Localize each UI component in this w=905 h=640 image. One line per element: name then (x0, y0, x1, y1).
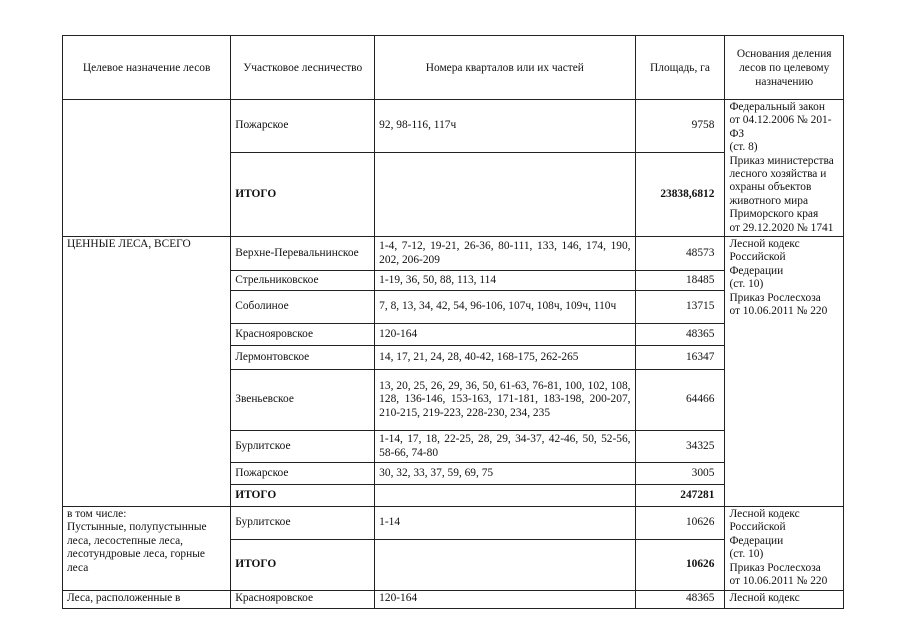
numbers-cell: 120-164 (375, 324, 635, 346)
purpose-line: лесотундровые леса, горные (67, 548, 205, 561)
basis-line: Российской Федерации (729, 521, 786, 547)
area-cell: 3005 (635, 463, 725, 485)
basis-line: от 10.06.2011 № 220 (729, 575, 828, 588)
division-cell: Бурлитское (231, 431, 375, 463)
numbers-cell: 92, 98-116, 117ч (375, 100, 635, 153)
basis-cell: Лесной кодекс (725, 590, 844, 608)
header-area: Площадь, га (635, 36, 725, 100)
header-numbers: Номера кварталов или их частей (375, 36, 635, 100)
table-row (63, 590, 844, 608)
total-label: ИТОГО (231, 152, 375, 236)
division-cell: Бурлитское (231, 507, 375, 540)
division-cell: Лермонтовское (231, 346, 375, 370)
basis-line: Приказ Рослесхоза (729, 561, 821, 574)
purpose-cell: ЦЕННЫЕ ЛЕСА, ВСЕГО (63, 237, 231, 507)
basis-cell (725, 507, 844, 590)
total-area: 10626 (635, 539, 725, 590)
basis-line: охраны объектов (729, 181, 812, 194)
purpose-line: в том числе: (67, 508, 127, 521)
numbers-cell: 7, 8, 13, 34, 42, 54, 96-106, 107ч, 108ч, 109ч, 110ч (375, 291, 635, 324)
table-row (63, 100, 844, 153)
basis-line: Приказ Рослесхоза (729, 291, 821, 304)
division-cell: Пожарское (231, 463, 375, 485)
table-row (63, 237, 844, 271)
table-row (63, 507, 844, 540)
numbers-cell-empty (375, 152, 635, 236)
basis-line: Российской Федерации (729, 251, 786, 277)
numbers-cell: 13, 20, 25, 26, 29, 36, 50, 61-63, 76-81, 100, 102, 108, 128, 136-146, 153-163, 171-181, 183-198, 200-207, 210-215, 219-223, 228-230, 234, 235 (375, 370, 635, 431)
basis-line: Лесной кодекс (729, 238, 800, 251)
purpose-line: леса, лесостепные леса, (67, 534, 183, 547)
numbers-cell: 14, 17, 21, 24, 28, 40-42, 168-175, 262-265 (375, 346, 635, 370)
area-cell: 48573 (635, 237, 725, 271)
numbers-cell: 1-14 (375, 507, 635, 540)
header-division: Участковое лесничество (231, 36, 375, 100)
division-cell: Краснояровское (231, 324, 375, 346)
area-cell: 48365 (635, 590, 725, 608)
basis-line: животного мира (729, 194, 809, 207)
basis-line: (ст. 8) (729, 141, 758, 154)
numbers-cell: 1-19, 36, 50, 88, 113, 114 (375, 271, 635, 291)
division-cell: Пожарское (231, 100, 375, 153)
numbers-cell: 1-14, 17, 18, 22-25, 28, 29, 34-37, 42-46, 50, 52-56, 58-66, 74-80 (375, 431, 635, 463)
basis-line: от 04.12.2006 № 201-ФЗ (729, 114, 832, 140)
basis-line: (ст. 10) (729, 278, 764, 291)
header-purpose: Целевое назначение лесов (63, 36, 231, 100)
division-cell: Стрельниковское (231, 271, 375, 291)
area-cell: 10626 (635, 507, 725, 540)
area-cell: 64466 (635, 370, 725, 431)
basis-line: Приморского края (729, 208, 819, 221)
division-cell: Соболиное (231, 291, 375, 324)
basis-line: от 10.06.2011 № 220 (729, 305, 828, 318)
numbers-cell-empty (375, 539, 635, 590)
area-cell: 48365 (635, 324, 725, 346)
division-cell: Краснояровское (231, 590, 375, 608)
total-label: ИТОГО (231, 485, 375, 507)
total-label: ИТОГО (231, 539, 375, 590)
basis-cell (725, 237, 844, 507)
area-cell: 9758 (635, 100, 725, 153)
header-basis: Основания деления лесов по целевому назначению (725, 36, 844, 100)
purpose-cell-empty (63, 100, 231, 237)
purpose-line: леса (67, 561, 89, 574)
purpose-line: Пустынные, полупустынные (67, 521, 207, 534)
numbers-cell: 1-4, 7-12, 19-21, 26-36, 80-111, 133, 146, 174, 190, 202, 206-209 (375, 237, 635, 271)
header-row (63, 36, 844, 100)
numbers-cell: 120-164 (375, 590, 635, 608)
area-cell: 18485 (635, 271, 725, 291)
basis-line: (ст. 10) (729, 548, 764, 561)
basis-line: Федеральный закон (729, 101, 825, 113)
area-cell: 34325 (635, 431, 725, 463)
area-cell: 13715 (635, 291, 725, 324)
basis-cell (725, 100, 844, 237)
division-cell: Верхне-Перевальнинское (231, 237, 375, 271)
purpose-cell (63, 507, 231, 590)
area-cell: 16347 (635, 346, 725, 370)
basis-line: от 29.12.2020 № 1741 (729, 221, 834, 234)
division-cell: Звеньевское (231, 370, 375, 431)
purpose-cell: Леса, расположенные в (63, 590, 231, 608)
total-area: 247281 (635, 485, 725, 507)
basis-line: Приказ министерства (729, 154, 834, 167)
numbers-cell-empty (375, 485, 635, 507)
numbers-cell: 30, 32, 33, 37, 59, 69, 75 (375, 463, 635, 485)
basis-line: Лесной кодекс (729, 508, 800, 521)
basis-line: лесного хозяйства и (729, 168, 827, 181)
forest-purpose-table (62, 35, 844, 609)
total-area: 23838,6812 (635, 152, 725, 236)
